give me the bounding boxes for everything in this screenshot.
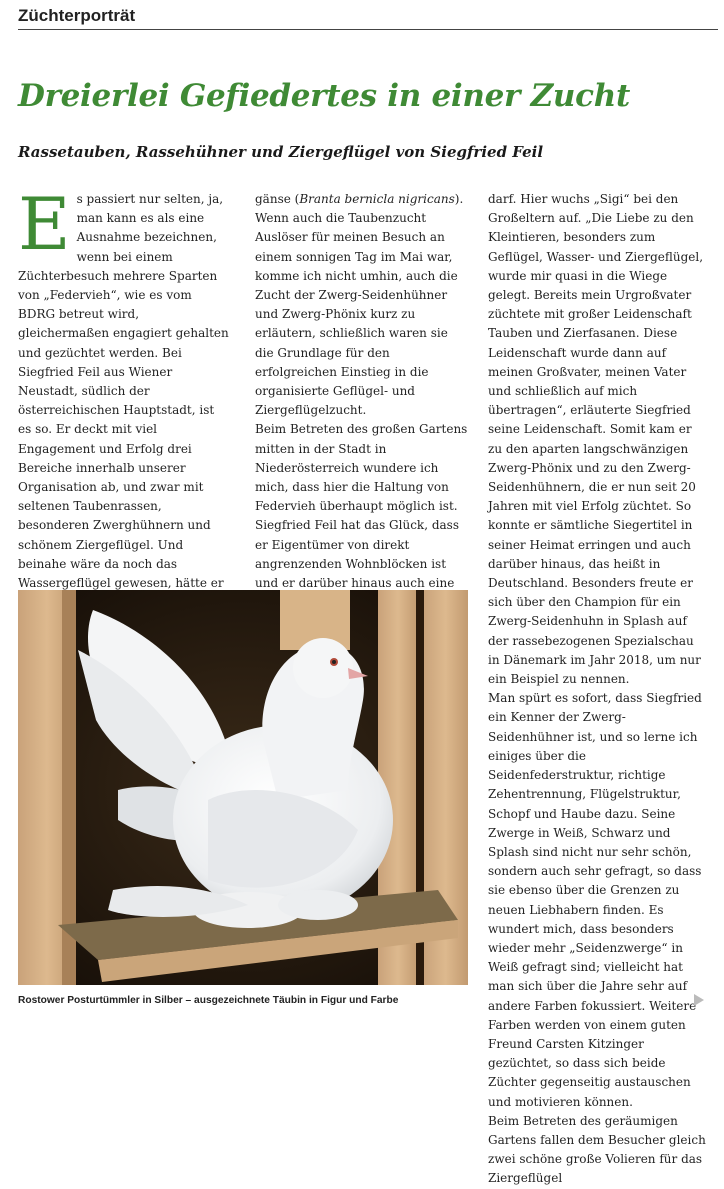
text-run: gänse (: [255, 192, 300, 206]
species-name: Branta bernicla nigricans: [299, 192, 455, 206]
section-label: Züchterporträt: [18, 6, 136, 25]
paragraph: Man spürt es sofort, dass Siegfried ein Kenner der Zwerg-Seidenhühner ist, und so lerne ich einiges über die Seidenfederstruktur, richtige Zehentrennung, Flügelstruktur, Schopf und Haube dazu. Seine Zwerge in Weiß, Schwarz und Splash sind nicht nur sehr schön, sondern auch sehr gefragt, so dass sie ebenso über die Grenzen zu neuen Liebhabern finden. Es wundert mich, dass besonders wieder mehr „Seidenzwerge“ in Weiß gefragt sind; vielleicht hat man sich über die Jahre sehr auf andere Farben fokussiert. Weitere Farben werden von einem guten Freund Carsten Kitzinger gezüchtet, so dass sich beide Züchter gegenseitig austauschen und motivieren können.: [488, 691, 702, 1109]
text-run: ). Wenn auch die Taubenzucht Auslöser für meinen Besuch an einem sonnigen Tag im Mai war, komme ich nicht umhin, auch die Zucht der Zwerg-Seidenhühner und Zwerg-Phönix kurz zu erläutern, schließlich waren sie die Grundlage für den erfolgreichen Einstieg in die organisierte Geflügel- und Ziergeflügelzucht.: [255, 192, 464, 418]
continue-arrow-icon: [694, 994, 704, 1006]
drop-cap: E: [18, 182, 71, 266]
paragraph: s passiert nur selten, ja, man kann es als eine Ausnahme bezeichnen, wenn bei einem Züchterbesuch mehrere Sparten von „Federvieh“, wie es vom BDRG betreut wird, gleichermaßen engagiert gehalten und gezüchtet werden. Bei Siegfried Feil aus Wiener Neustadt, südlich der österreichischen Hauptstadt, ist es so. Er deckt mit viel Engagement und Erfolg drei Bereiche innerhalb unserer Organisation ab, und zwar mit seltenen Taubenrassen, besonderen Zwerghühnern und schönem Ziergeflügel. Und beinahe wäre da noch das Wassergeflügel gewesen, hätte er: [18, 192, 229, 591]
paragraph: Beim Betreten des großen Gartens mitten in der Stadt in Niederösterreich wundere ich mich, dass hier die Haltung von Federvieh überhaupt möglich ist. Siegfried Feil hat das Glück, dass er Eigentümer von direkt angrenzenden Wohnblöcken ist und er darüber hinaus auch eine: [255, 422, 468, 591]
article-headline: Dreierlei Gefiedertes in einer Zucht: [18, 78, 630, 114]
text-column-3: [488, 190, 706, 1189]
text-column-2: [255, 190, 470, 651]
paragraph: darf. Hier wuchs „Sigi“ bei den Großeltern auf. „Die Liebe zu den Kleintieren, besonders zum Geflügel, Wasser- und Ziergeflügel, wurde mir quasi in die Wiege gelegt. Bereits mein Urgroßvater züchtete mit großer Leidenschaft Tauben und Zierfasanen. Diese Leidenschaft wurde dann auf meinen Großvater, meinen Vater und schließlich auf mich übertragen“, erläuterte Siegfried seine Leidenschaft. Somit kam er zu den aparten langschwänzigen Zwerg-Phönix und zu den Zwerg-Seidenhühnern, die er nun seit 20 Jahren mit viel Erfolg züchtet. So konnte er sämtliche Siegertitel in seiner Heimat erringen und auch darüber hinaus, das heißt in Deutschland. Besonders freute er sich über den Champion für ein Zwerg-Seidenhuhn in Splash auf der rassebezogenen Spezialschau in Dänemark im Jahr 2018, um nur ein Beispiel zu nennen.: [488, 192, 704, 687]
pigeon-photo: [18, 590, 468, 985]
top-rule: [18, 29, 718, 30]
paragraph: [255, 190, 470, 420]
photo-caption: Rostower Posturtümmler in Silber – ausgezeichnete Täubin in Figur und Farbe: [18, 995, 399, 1006]
pigeon-illustration: [18, 590, 468, 985]
article-subheadline: Rassetauben, Rassehühner und Ziergeflügel von Siegfried Feil: [18, 143, 544, 161]
paragraph: Beim Betreten des geräumigen Gartens fallen dem Besucher gleich zwei schöne große Volieren für das Ziergeflügel: [488, 1113, 706, 1186]
